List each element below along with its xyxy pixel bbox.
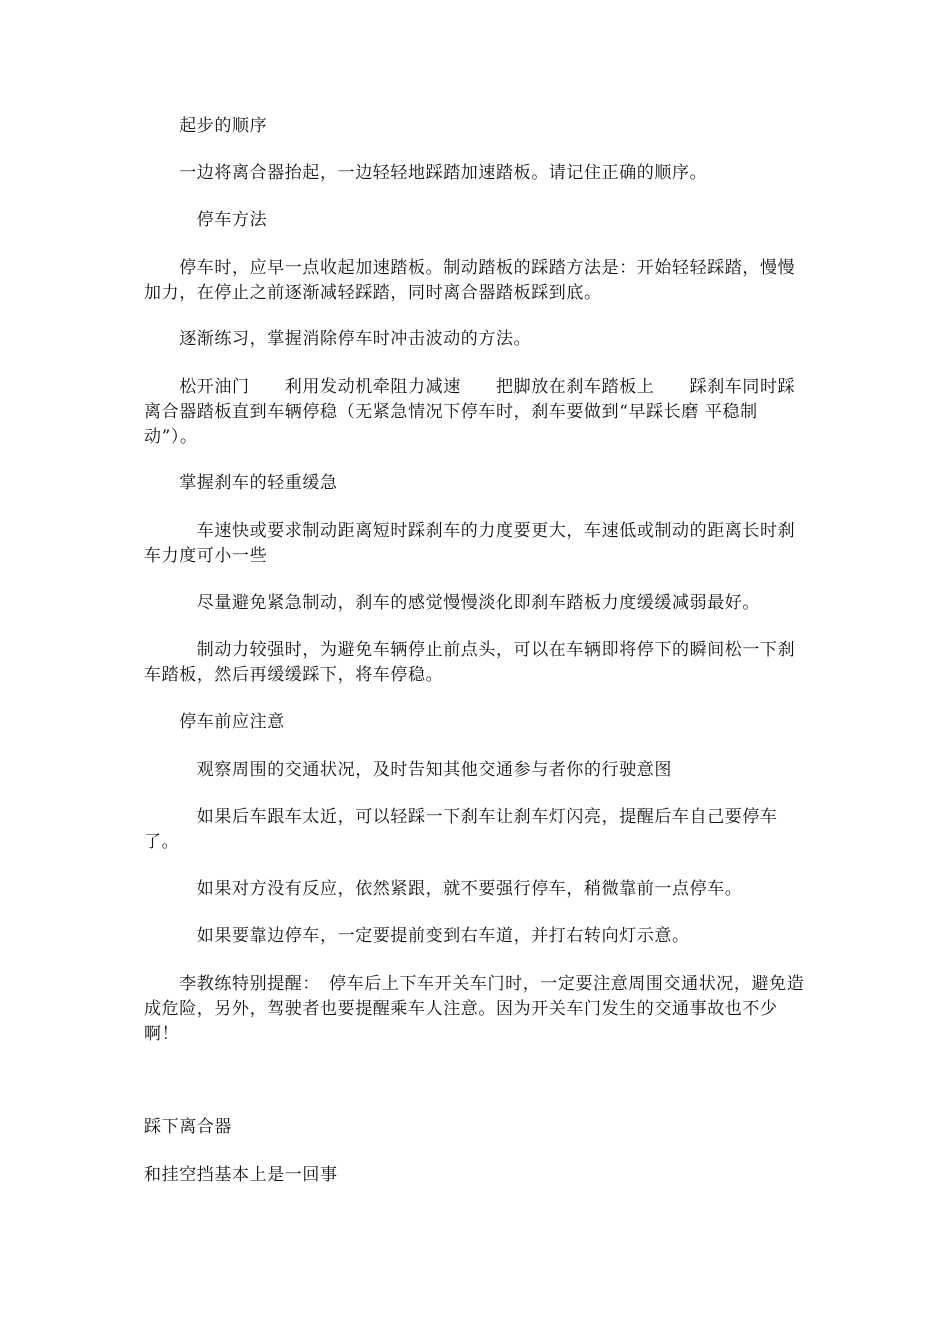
paragraph-observe-traffic: 观察周围的交通状况，及时告知其他交通参与者你的行驶意图: [144, 760, 672, 780]
paragraph-tailgating: 如果后车跟车太近，可以轻踩一下刹车让刹车灯闪亮，提醒后车自己要停车了。: [144, 807, 778, 852]
paragraph-coach-reminder: 李教练特别提醒： 停车后上下车开关车门时，一定要注意周围交通状况，避免造成危险，另外，驾驶者也要提醒乘车人注意。因为开关车门发生的交通事故也不少啊！: [144, 974, 805, 1044]
heading-start-sequence: 起步的顺序: [144, 116, 268, 136]
heading-stopping-method: 停车方法: [144, 210, 268, 230]
heading-before-stopping: 停车前应注意: [144, 712, 285, 732]
paragraph-neutral-gear: 和挂空挡基本上是一回事: [144, 1165, 338, 1185]
paragraph-brake-force: 车速快或要求制动距离短时踩刹车的力度要更大，车速低或制动的距离长时刹车力度可小一些: [144, 521, 796, 566]
heading-brake-control: 掌握刹车的轻重缓急: [144, 473, 338, 493]
paragraph-avoid-emergency: 尽量避免紧急制动，刹车的感觉慢慢淡化即刹车踏板力度缓缓减弱最好。: [144, 593, 760, 613]
heading-press-clutch: 踩下离合器: [144, 1117, 232, 1137]
paragraph-stopping-method: 停车时，应早一点收起加速踏板。制动踏板的踩踏方法是：开始轻轻踩踏，慢慢加力，在停止之前逐渐减轻踩踏，同时离合器踏板踩到底。: [144, 258, 796, 303]
paragraph-practice: 逐渐练习，掌握消除停车时冲击波动的方法。: [144, 329, 532, 349]
paragraph-pull-over: 如果要靠边停车，一定要提前变到右车道，并打右转向灯示意。: [144, 926, 690, 946]
paragraph-start-sequence: 一边将离合器抬起，一边轻轻地踩踏加速踏板。请记住正确的顺序。: [144, 163, 708, 183]
paragraph-stopping-steps: 松开油门 利用发动机牵阻力减速 把脚放在刹车踏板上 踩刹车同时踩离合器踏板直到车辆停稳（无紧急情况下停车时，刹车要做到“早踩长磨 平稳制动”）。: [144, 377, 796, 447]
paragraph-strong-braking: 制动力较强时，为避免车辆停止前点头，可以在车辆即将停下的瞬间松一下刹车踏板，然后再缓缓踩下，将车停稳。: [144, 640, 796, 685]
paragraph-no-response: 如果对方没有反应，依然紧跟，就不要强行停车，稍微靠前一点停车。: [144, 879, 743, 899]
